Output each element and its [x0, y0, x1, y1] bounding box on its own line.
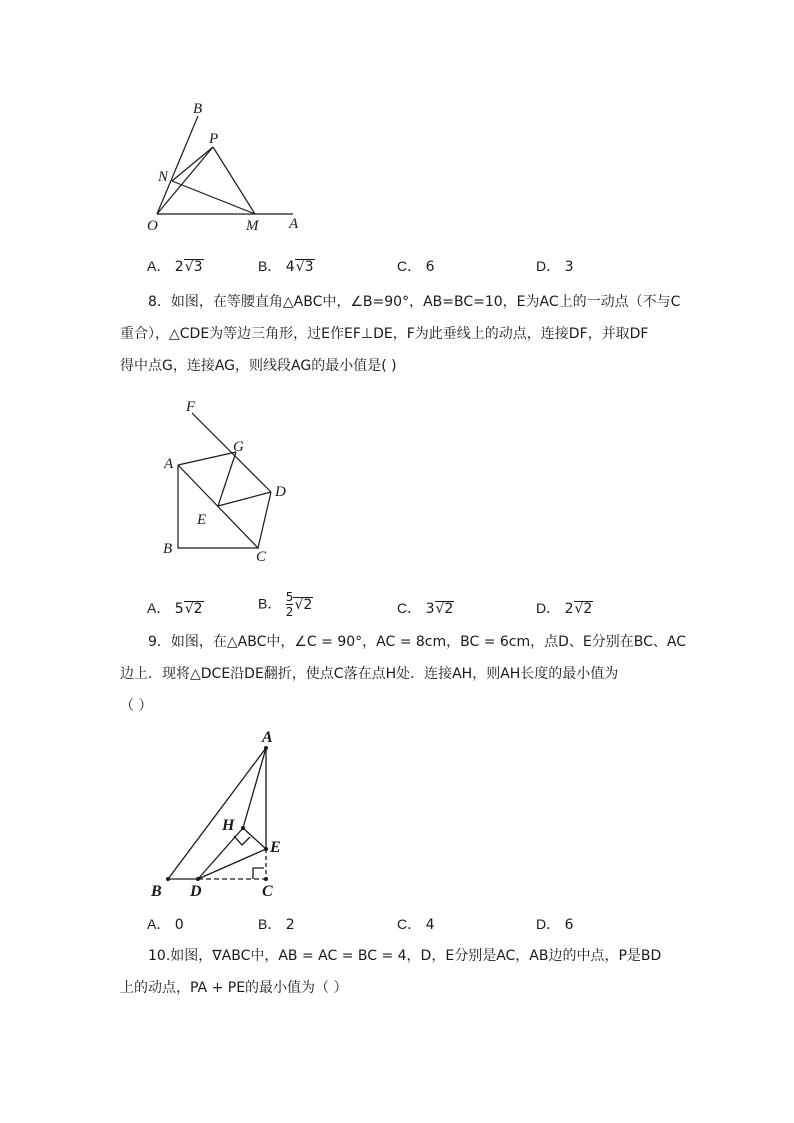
- q7-option-c: C． 6: [397, 258, 435, 275]
- label-B: B: [151, 883, 162, 900]
- q10-text: [120, 940, 680, 1004]
- q8-option-b: B． $\frac{5}{2}$ √2: [258, 590, 313, 619]
- label-E: E: [270, 839, 281, 856]
- q8-option-c: C． 3√2: [397, 600, 454, 617]
- q9-line-3: （ ）: [120, 698, 153, 714]
- q9-option-c: C． 4: [397, 916, 435, 933]
- label-F: F: [186, 399, 196, 415]
- sqrt-symbol: √3: [295, 259, 314, 275]
- label-H: H: [222, 817, 235, 834]
- label-B: B: [193, 101, 203, 117]
- label-M: M: [246, 218, 259, 234]
- sqrt-symbol: √2: [574, 601, 593, 617]
- q8-option-a: A． 5√2: [147, 600, 203, 617]
- q9-line-2: 边上．现将△DCE沿DE翻折，使点C落在点H处．连接AH，则AH长度的最小值为: [120, 666, 619, 682]
- label-B: B: [163, 541, 173, 557]
- q10-line-1: 10.如图，∇ABC中，AB = AC = BC = 4，D，E分别是AC，AB边的中点，P是BD: [148, 948, 662, 964]
- label-G: G: [233, 439, 244, 455]
- q7-figure: [140, 95, 320, 240]
- label-A: A: [289, 216, 299, 232]
- fraction: $\frac{5}{2}$: [285, 590, 294, 619]
- q9-option-b: B． 2: [258, 916, 295, 933]
- q9-text: [120, 626, 687, 722]
- q9-option-a: A． 0: [147, 916, 184, 933]
- label-O: O: [147, 218, 158, 234]
- sqrt-symbol: √3: [184, 259, 203, 275]
- label-N: N: [158, 169, 169, 185]
- q9-figure: [145, 722, 300, 902]
- q8-option-d: D． 2√2: [536, 600, 593, 617]
- label-A: A: [262, 729, 273, 746]
- q8-figure: [155, 393, 295, 568]
- label-C: C: [262, 883, 273, 900]
- q9-option-d: D． 6: [536, 916, 574, 933]
- label-C: C: [256, 549, 267, 565]
- label-P: P: [209, 131, 219, 147]
- sqrt-symbol: √2: [435, 601, 454, 617]
- q7-option-d: D． 3: [536, 258, 574, 275]
- label-D: D: [275, 484, 286, 500]
- q8-line-2: 重合），△CDE为等边三角形，过E作EF⊥DE，F为此垂线上的动点，连接DF，并取DF: [120, 326, 649, 342]
- sqrt-symbol: √2: [184, 601, 203, 617]
- label-A: A: [164, 456, 174, 472]
- q8-text: [120, 286, 680, 382]
- sqrt-symbol: √2: [294, 596, 313, 613]
- q7-option-a: A． 2√3: [147, 258, 203, 275]
- q7-option-b: B． 4√3: [258, 258, 314, 275]
- label-D: D: [190, 883, 202, 900]
- q10-line-2: 上的动点，PA + PE的最小值为（ ）: [120, 980, 348, 996]
- q8-line-3: 得中点G，连接AG，则线段AG的最小值是( ): [120, 358, 397, 374]
- label-E: E: [197, 512, 207, 528]
- q9-line-1: 9．如图，在△ABC中，∠C = 90°，AC = 8cm，BC = 6cm，点D、E分别在BC、AC: [148, 634, 687, 650]
- q8-line-1: 8．如图，在等腰直角△ABC中，∠B=90°，AB=BC=10，E为AC上的一动点（不与C: [148, 294, 681, 310]
